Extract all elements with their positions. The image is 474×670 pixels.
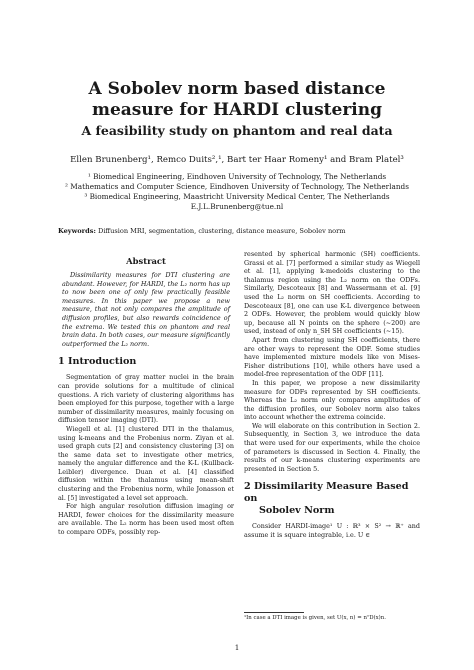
author-email: E.J.L.Brunenberg@tue.nl	[190, 202, 284, 211]
keywords-text: Diffusion MRI, segmentation, clustering, distance measure, Sobolev norm	[98, 227, 346, 235]
paper-title-line-1: A Sobolev norm based distance	[88, 79, 386, 99]
footnote: ¹In case a DTI image is given, set U(x, n) = nᵀD(x)n.	[244, 615, 386, 621]
paper-title-line-2: measure for HARDI clustering	[91, 100, 383, 120]
abstract-heading: Abstract	[126, 256, 166, 266]
intro-paragraph-2: Wiegell et al. [1] clustered DTI in the thalamus, using k-means and the Frobenius norm. Ziyan et al. used graph cuts [2] and consistency clustering [3] on the same data set to investigate other metrics, namely the angular difference and the K-L (Kullback-Leibler) divergence. Duan et al. [4] classified diffusion within the thalamus using mean-shift clustering and the Frobenius norm, while Jonasson et al. [5] investigated a level set approach.	[58, 424, 234, 502]
keywords-label: Keywords:	[58, 227, 96, 235]
intro-paragraph-3: For high angular resolution diffusion imaging or HARDI, fewer choices for the dissimilarity measure are available. The L₂ norm has been used most often to compare ODFs, possibly rep-	[58, 502, 234, 537]
right-paragraph-3: In this paper, we propose a new dissimilarity measure for ODFs represented by SH coefficients. Whereas the L₂ norm only compares amplitudes of the diffusion profiles, our Sobolev norm also takes into account whether the extrema coincide.	[244, 378, 420, 422]
section-2-heading-line-2: Sobolev Norm	[259, 505, 335, 517]
affiliation-1: ¹ Biomedical Engineering, Eindhoven University of Technology, The Netherlands	[87, 172, 387, 181]
keywords-line	[58, 227, 418, 236]
section-2-paragraph-1: Consider HARDI-image¹ U : ℝ³ × S² → ℝ⁺ and assume it is square integrable, i.e. U ∈	[244, 522, 420, 540]
author-list: Ellen Brunenberg¹, Remco Duits²,¹, Bart ter Haar Romeny¹ and Bram Platel³	[70, 155, 404, 165]
affiliation-2: ² Mathematics and Computer Science, Eindhoven University of Technology, The Netherlands	[65, 182, 409, 191]
left-column	[58, 250, 234, 537]
right-paragraph-1: resented by spherical harmonic (SH) coefficients. Grassi et al. [7] performed a similar study as Wiegell et al. [1], applying k-medoids clustering to the thalamus region using the L₂ norm on the ODFs. Similarly, Descoteaux [8] and Wassermann et al. [9] used the L₂ norm on SH coefficients. According to Descoteaux [8], one can use K-L divergence between 2 ODFs. However, the problem would quickly blow up, because all N points on the sphere (~200) are used, instead of only n_SH SH coefficients (~15).	[244, 250, 420, 336]
abstract-text: Dissimilarity measures for DTI clustering are abundant. However, for HARDI, the L₂ norm has up to now been one of only few practically feasible measures. In this paper we propose a new measure, that not only compares the amplitude of diffusion profiles, but also rewards coincidence of the extrema. We tested this on phantom and real brain data. In both cases, our measure significantly outperformed the L₂ norm.	[62, 271, 230, 348]
section-1-heading: 1 Introduction	[58, 356, 137, 368]
affiliation-3: ³ Biomedical Engineering, Maastricht University Medical Center, The Netherlands	[84, 192, 390, 201]
footnote-rule	[244, 612, 304, 613]
intro-paragraph-1: Segmentation of gray matter nuclei in the brain can provide solutions for a multitude of clinical questions. A rich variety of clustering algorithms has been employed for this purpose, together with a large number of dissimilarity measures, mainly focusing on diffusion tensor imaging (DTI).	[58, 373, 234, 425]
paper-subtitle: A feasibility study on phantom and real data	[81, 123, 393, 138]
section-2-heading-line-1: 2 Dissimilarity Measure Based on	[244, 481, 409, 505]
right-paragraph-2: Apart from clustering using SH coefficients, there are other ways to represent the ODF. Some studies have implemented mixture models like von Mises-Fisher distributions [10], while others have used a model-free representation of the ODF [11].	[244, 335, 420, 379]
right-paragraph-4: We will elaborate on this contribution in Section 2. Subsequently, in Section 3, we introduce the data that were used for our experiments, while the choice of parameters is discussed in Section 4. Finally, the results of our k-means clustering experiments are presented in Section 5.	[244, 421, 420, 473]
page-number: 1	[234, 643, 240, 652]
right-column	[244, 250, 420, 540]
